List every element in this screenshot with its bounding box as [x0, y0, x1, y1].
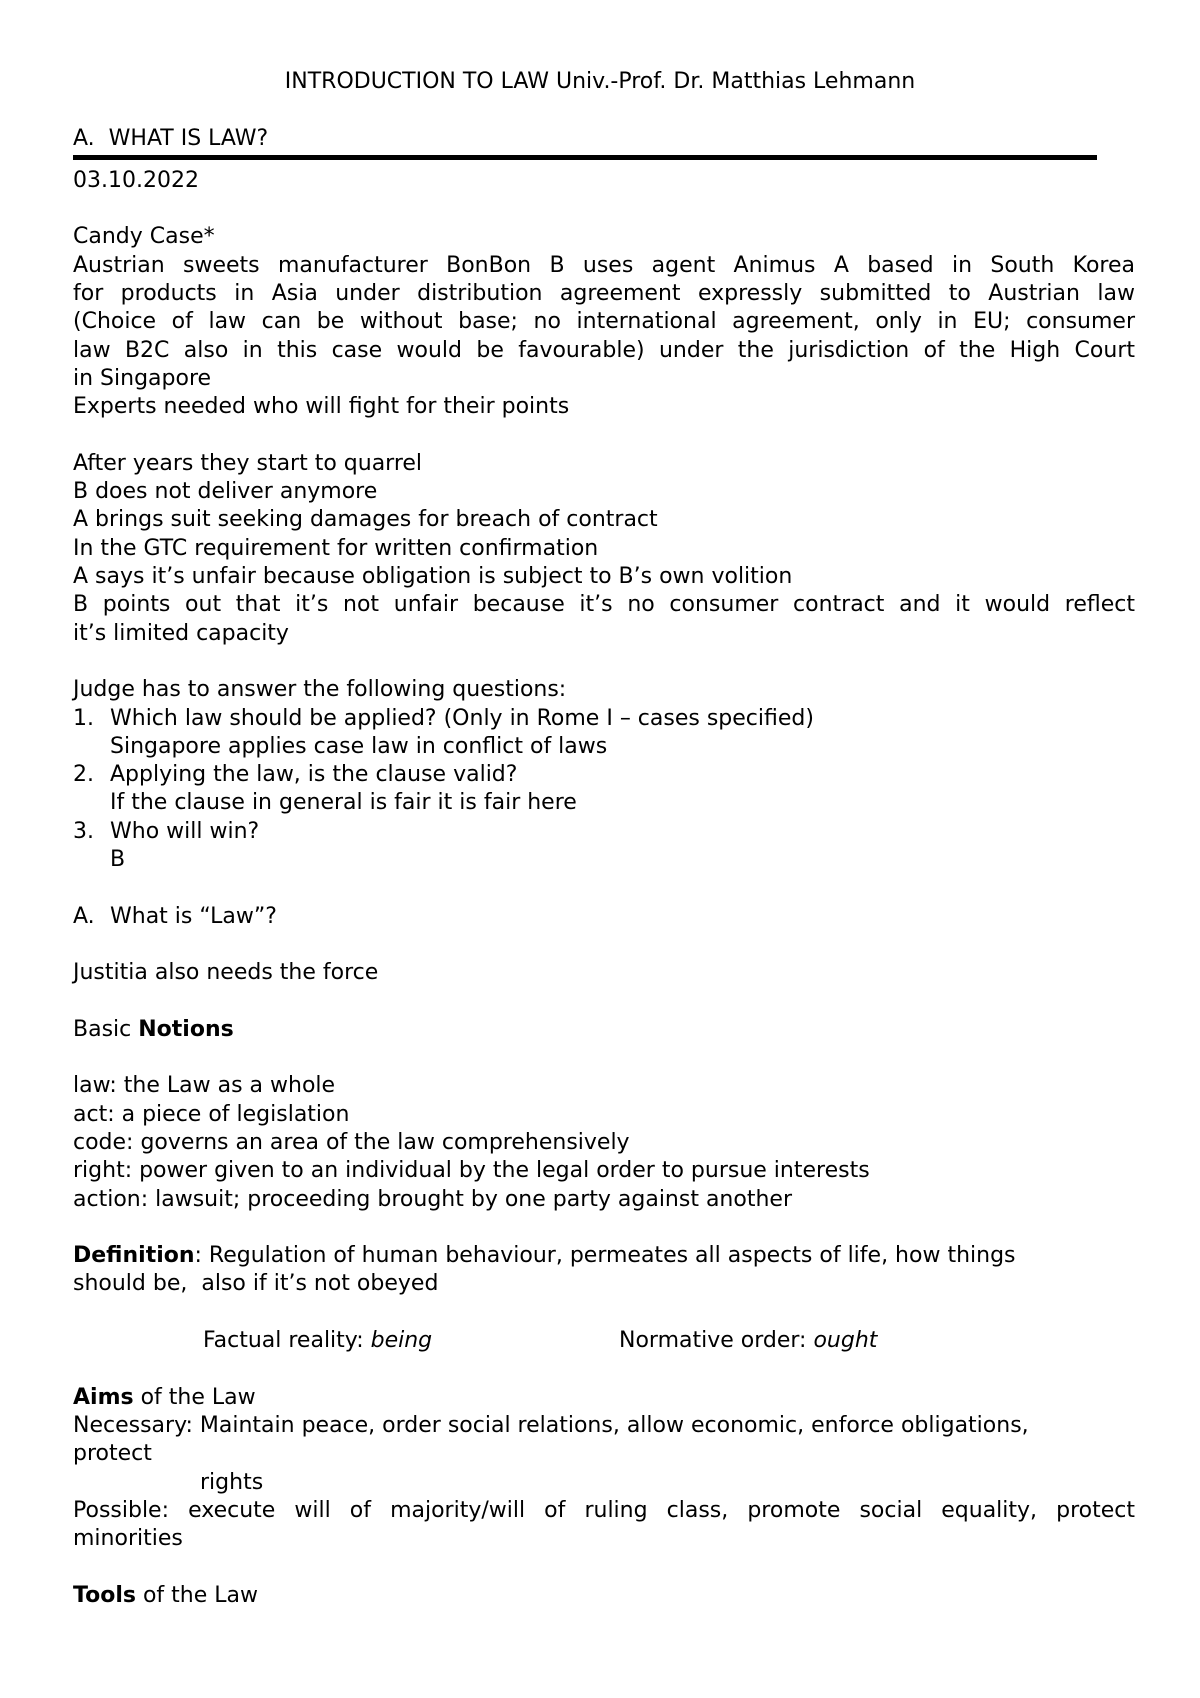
- quarrel-line: B points out that it’s not unfair because it’s no consumer contract and it would reflect: [73, 592, 1135, 618]
- page-header-title: INTRODUCTION TO LAW Univ.-Prof. Dr. Matthias Lehmann: [284, 69, 916, 94]
- candy-case-line: Experts needed who will fight for their points: [73, 394, 570, 420]
- notion-item: right: power given to an individual by the legal order to pursue interests: [73, 1158, 870, 1184]
- notion-item: action: lawsuit; proceeding brought by one party against another: [73, 1186, 792, 1212]
- basic-notions-bold: Notions: [138, 1016, 234, 1042]
- questions-intro: Judge has to answer the following questions:: [73, 677, 567, 703]
- justitia-line: Justitia also needs the force: [73, 960, 379, 986]
- reality-row: [73, 1327, 1135, 1355]
- question-number: 2.: [73, 762, 94, 788]
- candy-case-line: in Singapore: [73, 365, 212, 391]
- aims-necessary-cont: protect: [73, 1441, 152, 1467]
- factual-reality-being: being: [370, 1328, 433, 1354]
- quarrel-line: it’s limited capacity: [73, 620, 289, 646]
- date: 03.10.2022: [73, 167, 199, 193]
- definition-line-2: should be, also if it’s not obeyed: [73, 1271, 439, 1297]
- aims-necessary: Necessary: Maintain peace, order social relations, allow economic, enforce obligations,: [73, 1412, 1029, 1438]
- candy-case-line: Austrian sweets manufacturer BonBon B uses agent Animus A based in South Korea: [73, 252, 1135, 278]
- question-text: Who will win?: [110, 818, 260, 844]
- heading-underline: [73, 155, 1097, 160]
- aims-possible: Possible: execute will of majority/will of ruling class, promote social equality, protect: [73, 1497, 1135, 1523]
- section-heading: A. WHAT IS LAW?: [73, 125, 269, 151]
- aims-bold: Aims: [73, 1384, 134, 1410]
- candy-case-line: (Choice of law can be without base; no international agreement, only in EU; consumer: [73, 309, 1135, 335]
- quarrel-line: A says it’s unfair because obligation is subject to B’s own volition: [73, 564, 793, 590]
- basic-notions-heading: [73, 1016, 1135, 1044]
- aims-possible-cont: minorities: [73, 1526, 183, 1552]
- question-text: Applying the law, is the clause valid?: [110, 762, 518, 788]
- question-item: [73, 818, 1135, 846]
- quarrel-line: In the GTC requirement for written confirmation: [73, 535, 599, 561]
- question-item: [73, 705, 1135, 733]
- document-page: [73, 68, 1135, 1610]
- question-text: Which law should be applied? (Only in Rome I – cases specified): [110, 705, 814, 731]
- question-number: 3.: [73, 818, 94, 844]
- what-is-law-number: A.: [73, 903, 95, 929]
- notion-item: act: a piece of legislation: [73, 1101, 350, 1127]
- candy-case-line: for products in Asia under distribution agreement expressly submitted to Austrian law: [73, 281, 1135, 307]
- question-number: 1.: [73, 705, 94, 731]
- notion-item: code: governs an area of the law comprehensively: [73, 1129, 630, 1155]
- notion-item: law: the Law as a whole: [73, 1073, 336, 1099]
- tools-heading: [73, 1582, 1135, 1610]
- tools-rest: of the Law: [135, 1582, 258, 1608]
- normative-order-ought: ought: [813, 1328, 878, 1354]
- tools-bold: Tools: [73, 1582, 136, 1608]
- aims-necessary-cont2: rights: [200, 1469, 264, 1495]
- aims-rest: of the Law: [133, 1384, 256, 1410]
- basic-notions-prefix: Basic: [73, 1016, 139, 1042]
- quarrel-line: A brings suit seeking damages for breach of contract: [73, 507, 658, 533]
- quarrel-line: After years they start to quarrel: [73, 450, 423, 476]
- what-is-law-heading: [73, 903, 1135, 931]
- candy-case-line: law B2C also in this case would be favourable) under the jurisdiction of the High Court: [73, 337, 1135, 363]
- definition-bold: Definition: [73, 1243, 195, 1269]
- definition-line: [73, 1242, 1135, 1270]
- question-answer: B: [110, 847, 126, 873]
- normative-order-label: Normative order:: [619, 1328, 814, 1354]
- factual-reality-label: Factual reality:: [203, 1328, 371, 1354]
- question-answer: Singapore applies case law in conflict of laws: [110, 733, 608, 759]
- definition-text: : Regulation of human behaviour, permeates all aspects of life, how things: [194, 1243, 1016, 1269]
- question-item: [73, 761, 1135, 789]
- quarrel-line: B does not deliver anymore: [73, 479, 378, 505]
- what-is-law-text: What is “Law”?: [110, 903, 277, 929]
- question-answer: If the clause in general is fair it is fair here: [110, 790, 577, 816]
- candy-case-title: Candy Case*: [73, 224, 215, 250]
- aims-heading: [73, 1384, 1135, 1412]
